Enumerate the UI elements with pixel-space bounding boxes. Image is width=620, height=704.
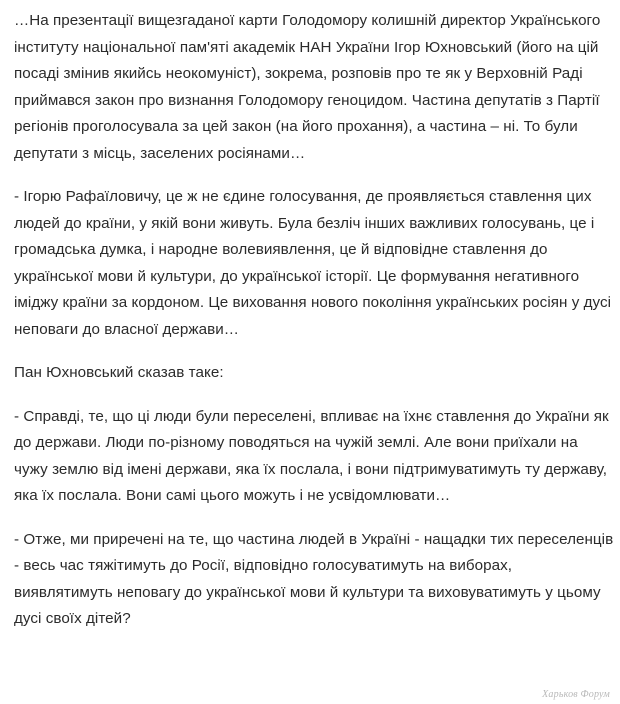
paragraph-answer-1: - Справді, те, що ці люди були переселені, впливає на їхнє ставлення до України як до держави. Люди по-різному поводяться на чужій землі. Але вони приїхали на чужу землю від імені держави, яка їх послала, і вони підтримуватимуть ту державу, яка їх послала. Вони самі цього можуть і не усвідомлювати… [14, 407, 609, 504]
article-body [14, 8, 614, 650]
paragraph-question-1: - Ігорю Рафаїловичу, це ж не єдине голосування, де проявляється ставлення цих людей до країни, у якій вони живуть. Була безліч інших важливих голосувань, це і громадська думка, і народне волевиявлення, це й відповідне ставлення до української мови й культури, до української історії. Це формування негативного іміджу країни за кордоном. Це виховання нового покоління українських росіян у дусі неповаги до власної держави… [14, 188, 612, 338]
watermark-logo: Харьков Форум [542, 689, 610, 700]
paragraph-speaker-intro: Пан Юхновський сказав таке: [14, 364, 224, 381]
paragraph-question-2: - Отже, ми приречені на те, що частина людей в Україні - нащадки тих переселенців - весь час тяжітимуть до Росії, відповідно голосуватимуть на виборах, виявлятимуть неповагу до української мови й культури та виховуватимуть у цьому дусі своїх дітей? [14, 530, 614, 627]
paragraph-intro: …На презентації вищезгаданої карти Голодомору колишній директор Українського інституту національної пам'яті академік НАН України Ігор Юхновський (його на цій посаді змінив якийсь неокомуніст), зокрема, розповів про те як у Верховній Раді приймався закон про визнання Голодомору геноцидом. Частина депутатів з Партії регіонів проголосувала за цей закон (на його прохання), а частина – ні. То були депутати з місць, заселених росіянами… [14, 12, 601, 162]
